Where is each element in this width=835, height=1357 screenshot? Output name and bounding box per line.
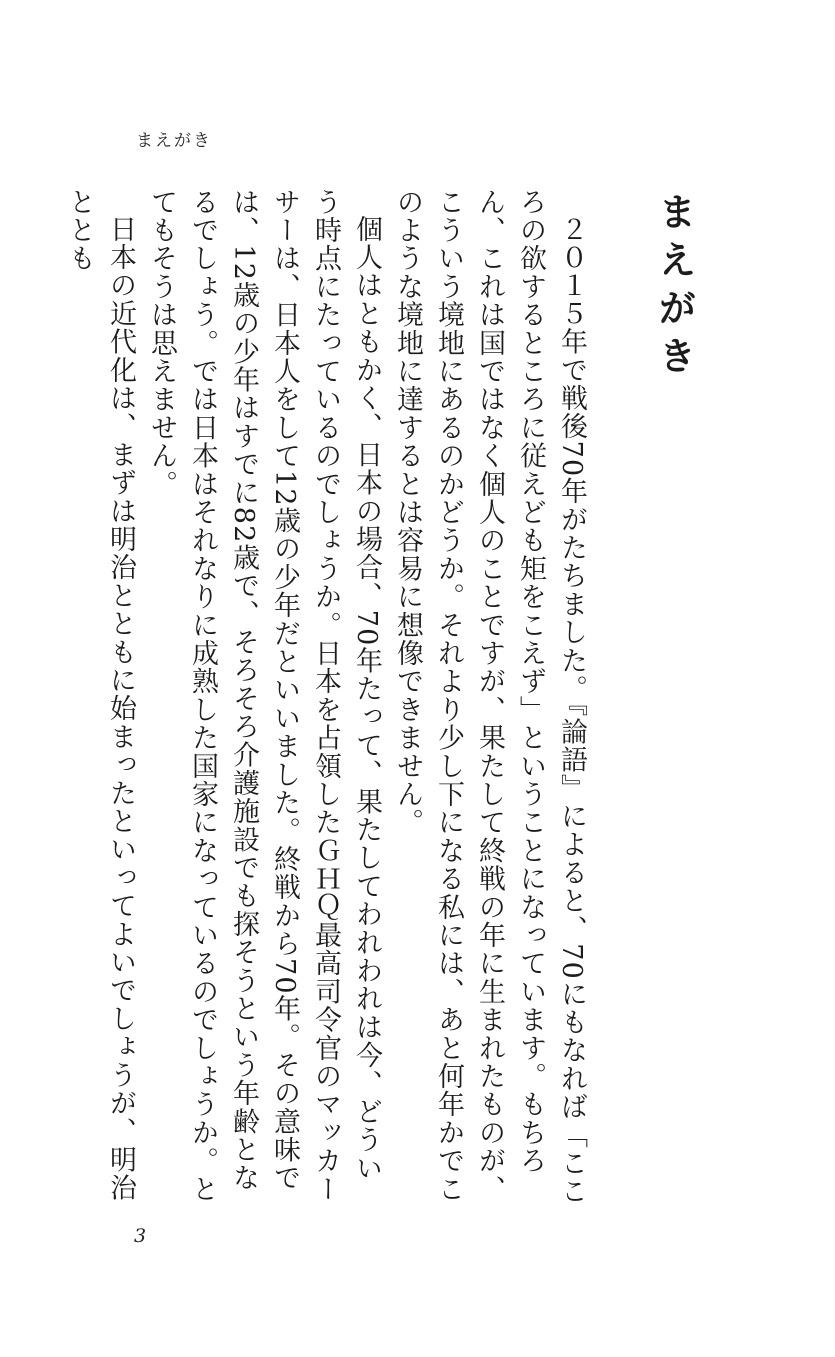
body-text [64,188,592,1208]
paragraph-2: 個人はともかく、日本の場合、70年たって、果たしてわれわれは今、どういう時点にたっているのでしょうか。日本を占領したＧＨＱ最高司令官のマッカーサーは、日本人をして12歳の少年だといいました。終戦から70年。その意味では、12歳の少年はすでに82歳で、そろそろ介護施設でも探そうという年齢となるでしょう。では日本はそれなりに成熟した国家になっているのでしょうか。とてもそうは思えません。 [146,188,382,1204]
paragraph-3: 日本の近代化は、まずは明治とともに始まったといってよいでしょうが、明治ととも [64,188,136,1202]
paragraph-1: ２０１５年で戦後70年がたちました。『論語』によると、70にもなれば「こころの欲するところに従えども矩をこえず」ということになっています。もちろん、これは国ではなく個人のことですが、果たして終戦の年に生まれたものが、こういう境地にあるのかどうか。それより少し下になる私には、あと何年かでこのような境地に達するとは容易に想像できません。 [392,188,587,1206]
running-head: まえがき [136,131,212,151]
page-number: 3 [134,1225,147,1247]
chapter-title: まえがき [652,192,697,384]
